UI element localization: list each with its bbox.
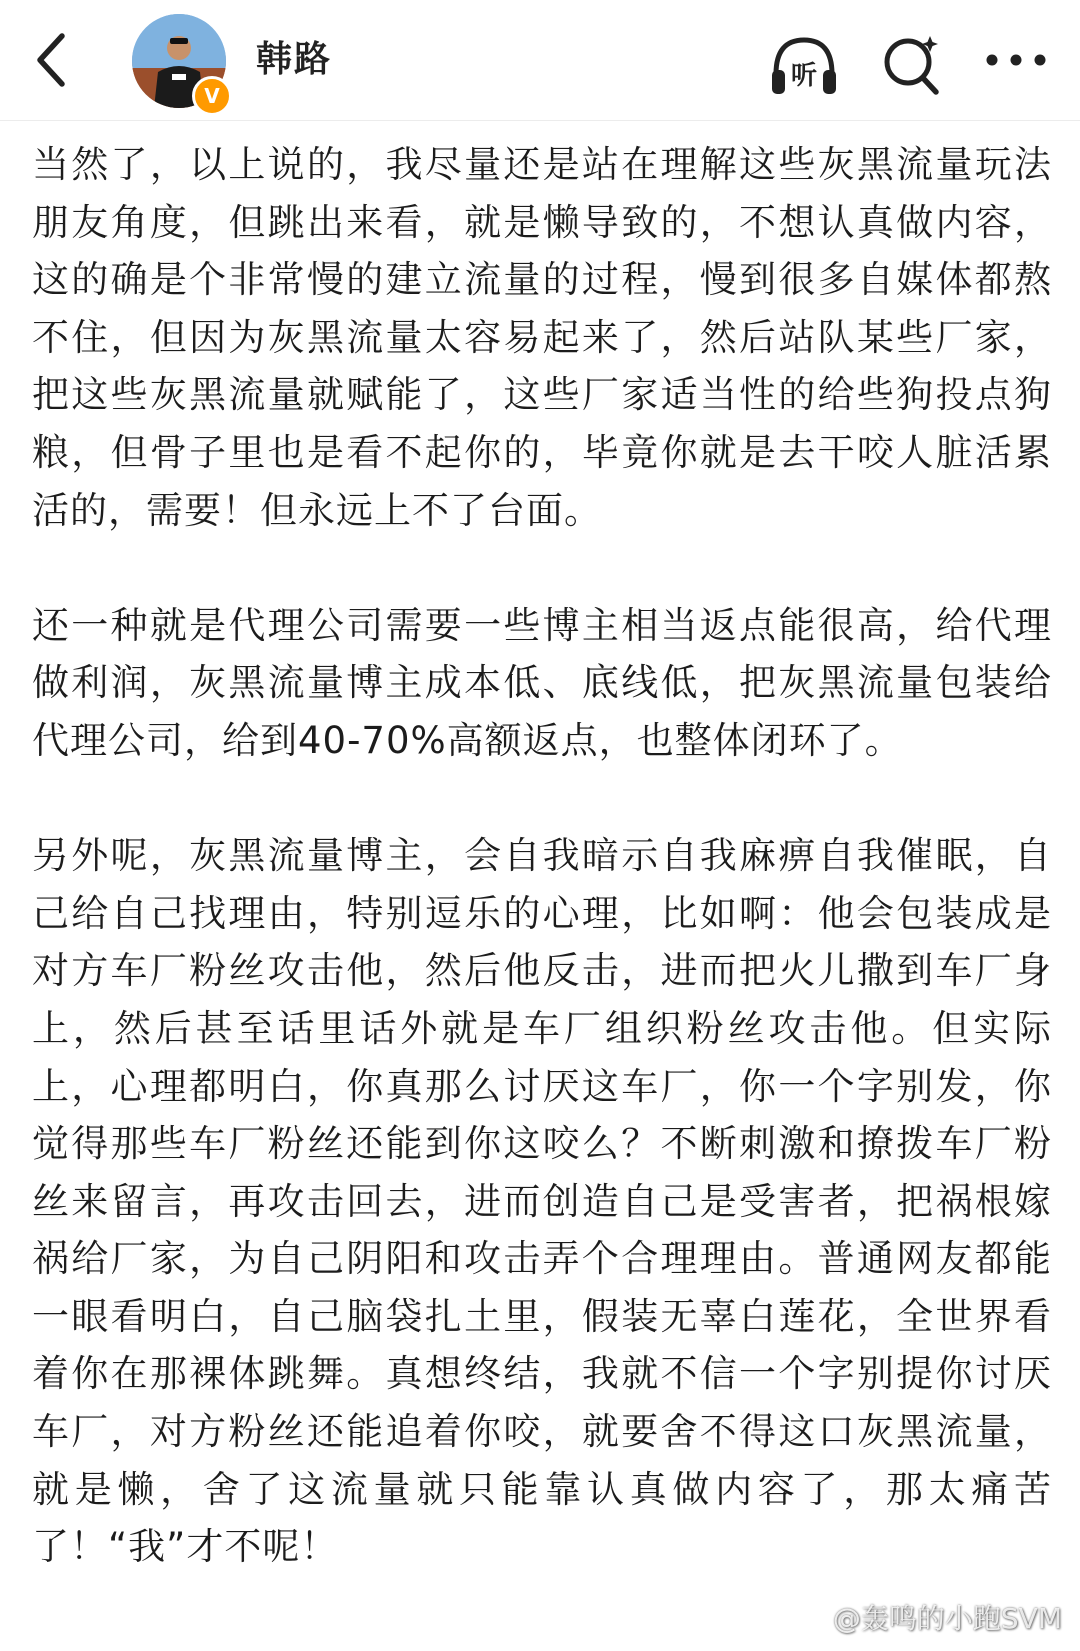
listen-label: 听 bbox=[790, 61, 818, 91]
top-bar bbox=[0, 0, 1080, 121]
watermark: @轰鸣的小跑SVM bbox=[832, 1602, 1062, 1635]
verified-badge: V bbox=[192, 76, 232, 116]
search-icon bbox=[874, 26, 950, 102]
username[interactable]: 韩路 bbox=[256, 39, 333, 80]
post-body bbox=[32, 136, 1052, 1576]
post-paragraph: 还一种就是代理公司需要一些博主相当返点能很高，给代理做利润，灰黑流量博主成本低、底线低，把灰黑流量包装给代理公司，给到40-70%高额返点，也整体闭环了。 bbox=[32, 603, 1052, 762]
post-paragraph: 当然了，以上说的，我尽量还是站在理解这些灰黑流量玩法朋友角度，但跳出来看，就是懒导致的，不想认真做内容，这的确是个非常慢的建立流量的过程，慢到很多自媒体都熬不住，但因为灰黑流量太容易起来了，然后站队某些厂家，把这些灰黑流量就赋能了，这些厂家适当性的给些狗投点狗粮，但骨子里也是看不起你的，毕竟你就是去干咬人脏活累活的，需要！但永远上不了台面。 bbox=[32, 143, 1052, 532]
back-button[interactable] bbox=[28, 28, 80, 92]
more-button[interactable] bbox=[978, 26, 1054, 102]
listen-button[interactable] bbox=[766, 26, 842, 102]
post-paragraph: 另外呢，灰黑流量博主，会自我暗示自我麻痹自我催眠，自己给自己找理由，特别逗乐的心理，比如啊：他会包装成是对方车厂粉丝攻击他，然后他反击，进而把火儿撒到车厂身上，然后甚至话里话外就是车厂组织粉丝攻击他。但实际上，心理都明白，你真那么讨厌这车厂，你一个字别发，你觉得那些车厂粉丝还能到你这咬么？不断刺激和撩拨车厂粉丝来留言，再攻击回去，进而创造自己是受害者，把祸根嫁祸给厂家，为自己阴阳和攻击弄个合理理由。普通网友都能一眼看明白，自己脑袋扎土里，假装无辜白莲花，全世界看着你在那裸体跳舞。真想终结，我就不信一个字别提你讨厌车厂，对方粉丝还能追着你咬，就要舍不得这口灰黑流量，就是懒，舍了这流量就只能靠认真做内容了，那太痛苦了！“我”才不呢！ bbox=[32, 834, 1052, 1569]
chevron-left-icon bbox=[28, 28, 80, 92]
more-dots-icon bbox=[978, 26, 1054, 102]
headphones-icon bbox=[766, 26, 842, 102]
search-button[interactable] bbox=[874, 26, 950, 102]
